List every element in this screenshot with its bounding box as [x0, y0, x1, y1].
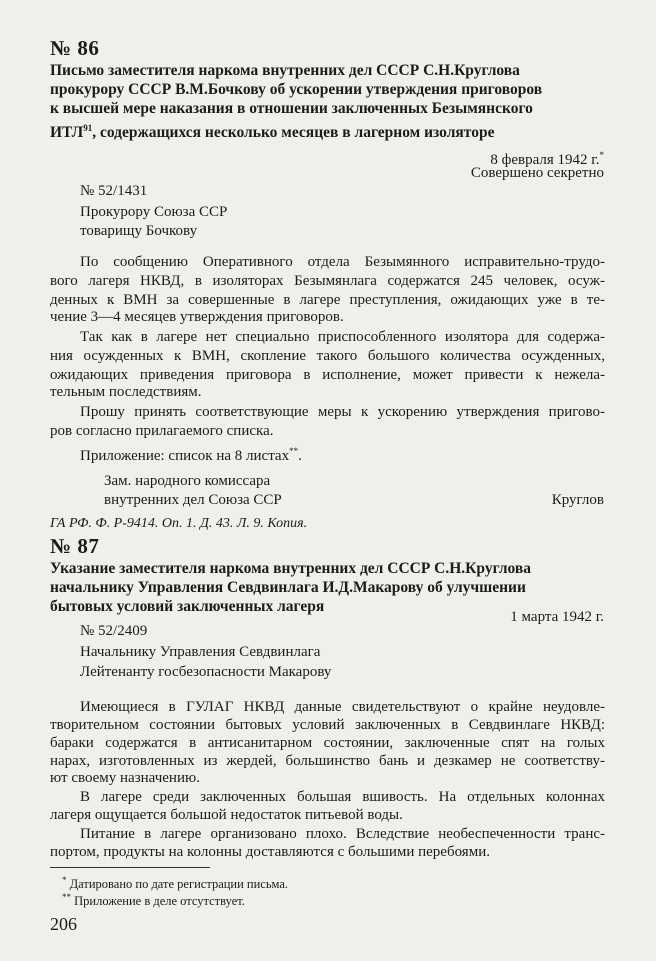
doc87-paragraph-line: ют своему назначению. [50, 770, 200, 786]
footnote: * Датировано по дате регистрации письма. [62, 875, 289, 892]
doc86-ref-number: № 52/1431 [80, 183, 148, 199]
doc87-paragraph-line: лагеря ощущается большой недостаток питьевой воды. [50, 807, 403, 823]
doc86-title-line: Письмо заместителя наркома внутренних дел СССР С.Н.Круглова [50, 62, 520, 79]
doc87-paragraph-line: творительном состоянии бытовых условий заключенных в Севдвинлаге НКВД: [50, 717, 605, 733]
doc86-number: № 86 [50, 36, 100, 60]
doc86-paragraph-line: Прошу принять соответствующие меры к ускорению утверждения пригово- [80, 404, 605, 420]
doc87-number: № 87 [50, 534, 100, 558]
footnote-mark: ** [62, 892, 71, 902]
doc86-signer-title: внутренних дел Союза ССР [104, 492, 282, 508]
doc86-addressee: товарищу Бочкову [80, 223, 198, 239]
doc86-date: 8 февраля 1942 г.* [490, 150, 604, 168]
doc86-attachment: Приложение: список на 8 листах**. [80, 446, 302, 464]
doc86-archive-source: ГА РФ. Ф. Р-9414. Оп. 1. Д. 43. Л. 9. Копия. [50, 516, 308, 531]
doc86-title-line: прокурору СССР В.М.Бочкову об ускорении утверждения приговоров [50, 81, 543, 98]
doc86-paragraph-line: денных к ВМН за совершенные в лагере преступления, ожидающих уже в те- [50, 292, 605, 308]
doc86-paragraph-line: тельным последствиям. [50, 384, 202, 400]
doc86-paragraph-line: ния осужденных к ВМН, скопление такого большого количества осужденных, [50, 348, 605, 364]
doc87-paragraph-line: Имеющиеся в ГУЛАГ НКВД данные свидетельствуют о крайне неудовле- [80, 699, 605, 715]
doc87-title-line: бытовых условий заключенных лагеря [50, 598, 325, 615]
doc87-paragraph-line: бараки содержатся в антисанитарном состоянии, заключенные спят на голых [50, 735, 605, 751]
doc87-paragraph-line: нарах, изготовленных из жердей, большинство бань и дезкамер не соответству- [50, 753, 605, 769]
doc86-paragraph-line: ров согласно прилагаемого списка. [50, 423, 274, 439]
doc86-title-line: ИТЛ$^{91}$, содержащихся несколько месяцев в лагерном изоляторе [50, 123, 495, 142]
doc87-title-line: Указание заместителя наркома внутренних дел СССР С.Н.Круглова [50, 560, 532, 577]
doc86-addressee: Прокурору Союза ССР [80, 204, 228, 220]
footnote-ref: * [599, 150, 604, 160]
doc87-title-line: начальнику Управления Севдвинлага И.Д.Макарову об улучшении [50, 579, 526, 596]
doc87-paragraph-line: Питание в лагере организовано плохо. Вследствие необеспеченности транс- [80, 826, 605, 842]
doc86-title-line: к высшей мере наказания в отношении заключенных Безымянского [50, 100, 533, 117]
footnote-divider [50, 867, 210, 868]
footnote-ref: ** [289, 446, 299, 456]
page-number: 206 [50, 914, 77, 934]
doc86-signer-name: Круглов [551, 492, 604, 508]
doc87-paragraph-line: В лагере среди заключенных большая вшивость. На отдельных колоннах [80, 789, 605, 805]
doc86-paragraph-line: По сообщению Оперативного отдела Безымянного исправительно-трудо- [80, 254, 605, 270]
doc86-paragraph-line: ожидающих приведения приговора в исполнение, может привести к нежела- [50, 367, 605, 383]
doc87-addressee: Начальнику Управления Севдвинлага [80, 644, 321, 660]
doc86-signer-title: Зам. народного комиссара [104, 473, 271, 489]
doc86-paragraph-line: чение 3—4 месяцев утверждения приговоров. [50, 309, 344, 325]
footnote: ** Приложение в деле отсутствует. [62, 892, 245, 909]
footnote-mark: * [62, 875, 67, 885]
doc87-date: 1 марта 1942 г. [510, 609, 604, 625]
doc87-paragraph-line: портом, продукты на колонны доставляются с большими перебоями. [50, 844, 490, 860]
doc87-addressee: Лейтенанту госбезопасности Макарову [80, 664, 332, 680]
doc86-paragraph-line: вого лагеря НКВД, в изоляторах Безымянлага содержатся 245 человек, осуж- [50, 273, 605, 289]
doc86-paragraph-line: Так как в лагере нет специально приспособленного изолятора для содержа- [80, 329, 605, 345]
doc86-classification: Совершено секретно [470, 165, 604, 181]
doc87-ref-number: № 52/2409 [80, 623, 148, 639]
footnote-ref: 91 [83, 123, 93, 133]
